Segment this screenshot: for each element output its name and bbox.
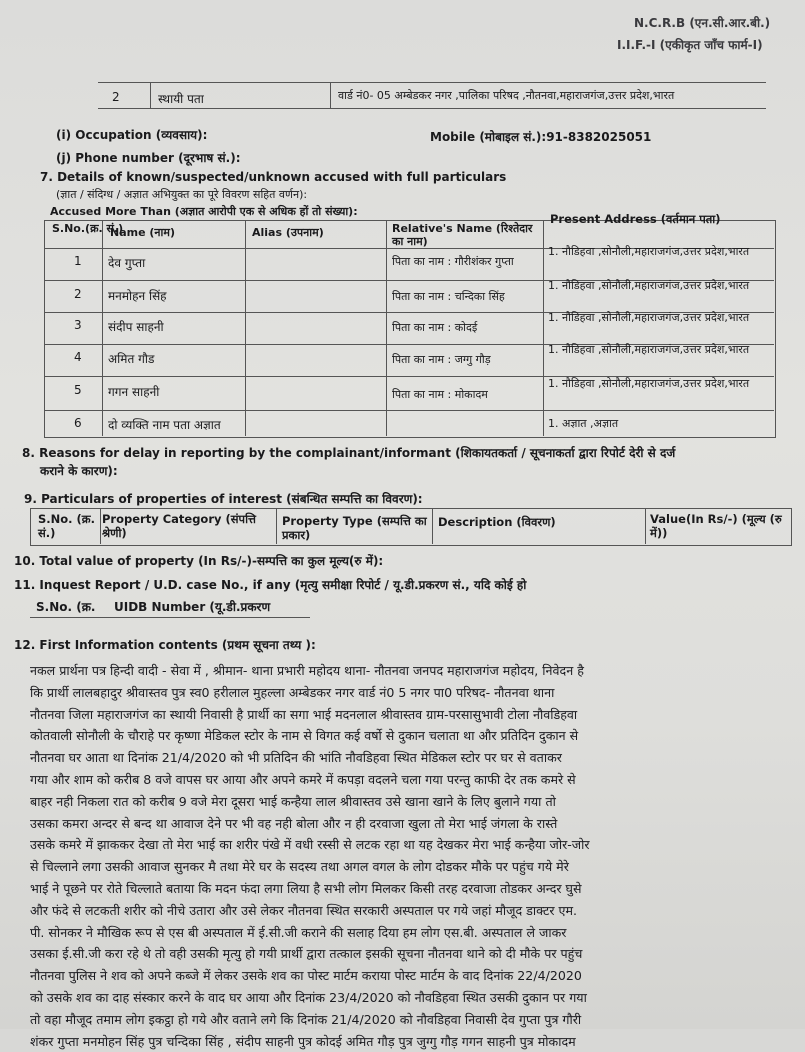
fir-line: बाहर नही निकला रात को करीब 9 वजे मेरा दूसरा भाई कन्हैया लाल श्रीवास्तव उसे खाना खाने के लिए बुलाने गया तो [30, 793, 556, 809]
fir-line: और फंदे से लटकती शरीर को नीचे उतारा और उसे लेकर नौतनवा स्थित सरकारी अस्पताल पर गये जहां मौजूद डाक्टर एम. [30, 902, 578, 918]
rule [44, 410, 774, 411]
row4-relative: पिता का नाम : जग्गु गौड़ [392, 353, 491, 366]
col-sno: S.No.(क्र. सं.) [52, 222, 124, 235]
fir-line: शंकर गुप्ता मनमोहन सिंह पुत्र चन्दिका सिंह , संदीप साहनी पुत्र कोदई अमित गौड़ पुत्र जुग्गु गौड़ गगन साहनी पुत्र मोकादम [30, 1033, 576, 1049]
section-11-sno: S.No. (क्र. [36, 600, 96, 614]
section-8-line1: 8. Reasons for delay in reporting by the complainant/informant (शिकायतकर्ता / सूचनाकर्ता द्वारा रिपोर्ट देरी से दर्ज [22, 446, 676, 460]
ncrb-header: N.C.R.B (एन.सी.आर.बी.) [634, 16, 771, 30]
row3-name: संदीप साहनी [108, 320, 164, 334]
row1-sno: 1 [74, 254, 82, 268]
rule [645, 508, 646, 544]
rule [98, 108, 766, 109]
fir-line: उसका ई.सी.जी करा रहे थे तो वही उसकी मृत्यु हो गयी प्रार्थी द्वारा तत्काल इसकी सूचना नौतनवा थाने को दी मौके पर पहुंच [30, 946, 583, 962]
fir-line: उसके कमरे में झाककर देखा तो मेरा भाई का शरीर पंखे में वधी रस्सी से लटक रहा था यह देखकर मेरा भाई कन्हैया जोर-जोर [30, 837, 590, 853]
col-name: Name (नाम) [110, 226, 175, 239]
fir-line: कि प्रार्थी लालबहादुर श्रीवास्तव पुत्र स्व0 हरीलाल मुहल्ला अम्बेडकर नगर वार्ड नं0 5 नगर पा0 परिषद- नौतनवा थाना [30, 684, 555, 700]
section-9-title: 9. Particulars of properties of interest (संबन्धित सम्पत्ति का विवरण): [24, 492, 423, 506]
row1-address: 1. नौडिहवा ,सोनौली,महाराजगंज,उत्तर प्रदेश,भारत [548, 245, 750, 258]
rule [432, 508, 433, 544]
section-7-subtitle: (ज्ञात / संदिग्ध / अज्ञात अभियुक्त का पूरे विवरण सहित वर्णन): [56, 188, 308, 201]
row5-name: गगन साहनी [108, 385, 160, 399]
fir-line: तो वहा मौजूद तमाम लोग इकट्ठा हो गये और वताने लगे कि दिनांक 21/4/2020 को नौवडिहवा निवासी देव गुप्ता पुत्र गौरी [30, 1011, 582, 1027]
rule [102, 220, 103, 436]
col-relative: Relative's Name (रिश्तेदार का नाम) [392, 222, 533, 248]
fir-line: नौतनवा पुलिस ने शव को अपने कब्जे में लेकर उसके शव का पोस्ट मार्टम कराया पोस्ट मार्टम के वाद दिनांक 22/4/2020 [30, 968, 582, 984]
prop-col-sno: S.No. (क्र. सं.) [38, 512, 96, 540]
row5-sno: 5 [74, 383, 82, 397]
section-10-total-value: 10. Total value of property (In Rs/-)-सम्पत्ति का कुल मूल्य(रु में): [14, 554, 384, 568]
rule [30, 617, 310, 618]
row3-sno: 3 [74, 318, 82, 332]
row6-name: दो व्यक्ति नाम पता अज्ञात [108, 418, 221, 432]
rule [330, 82, 331, 108]
section-12-title: 12. First Information contents (प्रथम सूचना तथ्य ): [14, 638, 316, 652]
prop-col-type: Property Type (सम्पत्ति का प्रकार) [282, 514, 427, 542]
section-7-title: 7. Details of known/suspected/unknown accused with full particulars [40, 170, 507, 184]
rule [543, 220, 544, 436]
rule [245, 220, 246, 436]
col-alias: Alias (उपनाम) [252, 226, 324, 239]
row4-sno: 4 [74, 350, 82, 364]
address-row-label: स्थायी पता [158, 92, 204, 106]
row4-name: अमित गौड [108, 352, 155, 366]
row2-name: मनमोहन सिंह [108, 289, 167, 303]
row6-sno: 6 [74, 416, 82, 430]
fir-line: को उसके शव का दाह संस्कार करने के वाद घर आया और दिनांक 23/4/2020 को नौवडिहवा स्थित उसकी दुकान पर गया [30, 989, 587, 1005]
fir-line: नौतनवा घर आता था दिनांक 21/4/2020 को भी प्रतिदिन की भांति नौवडिहवा स्थित मेडिकल स्टोर पर घर से वताकर [30, 750, 562, 766]
prop-col-category: Property Category (संपत्ति श्रेणी) [102, 512, 256, 540]
section-11-uidb: UIDB Number (यू.डी.प्रकरण [114, 600, 271, 614]
row3-address: 1. नौडिहवा ,सोनौली,महाराजगंज,उत्तर प्रदेश,भारत [548, 311, 750, 324]
rule [150, 82, 151, 108]
fir-line: से चिल्लाने लगा उसकी आवाज सुनकर मै तथा मेरे घर के सदस्य तथा अगल वगल के लोग दोडकर मौके पर पहुंच गये मेरे [30, 859, 569, 875]
first-information-contents [30, 660, 786, 1052]
mobile-number: Mobile (मोबाइल सं.):91-8382025051 [430, 130, 652, 144]
row2-sno: 2 [74, 287, 82, 301]
row2-address: 1. नौडिहवा ,सोनौली,महाराजगंज,उत्तर प्रदेश,भारत [548, 279, 750, 292]
address-row-number: 2 [112, 90, 120, 104]
fir-line: नकल प्रार्थना पत्र हिन्दी वादी - सेवा में , श्रीमान- थाना प्रभारी महोदय थाना- नौतनवा जनपद महाराजगंज महोदय, निवेदन है [30, 663, 584, 678]
iif-header: I.I.F.-I (एकीकृत जाँच फार्म-I) [617, 38, 763, 52]
fir-line: गया और शाम को करीब 8 वजे वापस घर आया और अपने कमरे में कपड़ा वदलने चला गया परन्तु काफी देर तक कमरे से [30, 771, 576, 787]
fir-line: उसका कमरा अन्दर से बन्द था आवाज देने पर भी वह नही बोला और न ही दरवाजा खुला तो मेरा भाई जंगला के रास्ते [30, 815, 558, 831]
row2-relative: पिता का नाम : चन्दिका सिंह [392, 290, 505, 303]
permanent-address-value: वार्ड नं0- 05 अम्बेडकर नगर ,पालिका परिषद ,नौतनवा,महाराजगंज,उत्तर प्रदेश,भारत [338, 89, 675, 102]
rule [386, 220, 387, 436]
fir-line: भाई ने पूछने पर रोते चिल्लाते बताया कि मदन फंदा लगा लिया है सभी लोग मिलकर किसी तरह दरवाजा तोडकर अन्दर घुसे [30, 880, 582, 896]
row5-address: 1. नौडिहवा ,सोनौली,महाराजगंज,उत्तर प्रदेश,भारत [548, 377, 750, 390]
section-8-line2: कराने के कारण): [40, 464, 118, 478]
rule [100, 508, 101, 544]
section-11-title: 11. Inquest Report / U.D. case No., if any (मृत्यु समीक्षा रिपोर्ट / यू.डी.प्रकरण सं., यदि कोई हो [14, 578, 527, 592]
row5-relative: पिता का नाम : मोकादम [392, 388, 488, 401]
fir-line: पी. सोनकर ने मौखिक रूप से एस बी अस्पताल में ई.सी.जी कराने की सलाह दिया हम लोग एस.बी. अस्पताल ले जाकर [30, 924, 567, 940]
rule [98, 82, 766, 83]
rule [276, 508, 277, 544]
occupation-label: (i) Occupation (व्यवसाय): [56, 128, 208, 142]
col-address: Present Address (वर्तमान पता) [550, 212, 721, 226]
row4-address: 1. नौडिहवा ,सोनौली,महाराजगंज,उत्तर प्रदेश,भारत [548, 343, 750, 356]
fir-line: कोतवाली सोनौली के चौराहे पर कृष्णा मेडिकल स्टोर के नाम से विगत कई वर्षो से दुकान चलाता था और प्रतिदिन दुकान से [30, 728, 579, 744]
row1-relative: पिता का नाम : गौरीशंकर गुप्ता [392, 255, 514, 268]
row1-name: देव गुप्ता [108, 256, 146, 270]
accused-more-than-label: Accused More Than (अज्ञात आरोपी एक से अधिक हों तो संख्या): [50, 205, 358, 218]
fir-line: नौतनवा जिला महाराजगंज का स्थायी निवासी है प्रार्थी का सगा भाई मदनलाल श्रीवास्तव ग्राम-परसासुभावी टोला नौवडिहवा [30, 706, 578, 722]
row3-relative: पिता का नाम : कोदई [392, 321, 478, 334]
phone-label: (j) Phone number (दूरभाष सं.): [56, 151, 241, 165]
row6-address: 1. अज्ञात ,अज्ञात [548, 417, 619, 430]
prop-col-value: Value(In Rs/-) (मूल्य (रु में)) [650, 512, 782, 540]
prop-col-description: Description (विवरण) [438, 515, 556, 529]
